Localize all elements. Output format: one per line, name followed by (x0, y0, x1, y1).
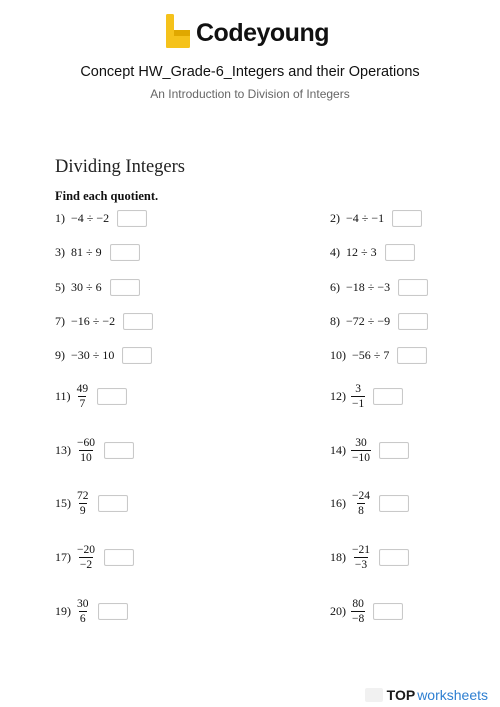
problem-8 (330, 306, 428, 336)
problem-expression: −30 ÷ 10 (71, 347, 115, 362)
problem-number: 5) (55, 279, 65, 294)
problem-20 (330, 596, 403, 626)
problem-number: 17) (55, 549, 71, 564)
problem-4 (330, 237, 415, 267)
fraction-numerator: 49 (76, 382, 89, 395)
fraction-denominator: 10 (80, 451, 92, 464)
codeyoung-logo-icon (166, 14, 190, 48)
fraction-numerator: 30 (355, 436, 367, 449)
problem-13 (55, 435, 134, 465)
fraction-denominator: 8 (358, 504, 364, 517)
answer-input[interactable] (398, 313, 428, 330)
problem-number: 6) (330, 279, 340, 294)
fraction-denominator: −8 (352, 612, 365, 625)
footer-worksheets-label: worksheets (417, 687, 488, 703)
fraction-numerator: −24 (352, 489, 370, 502)
problem-number: 11) (55, 388, 71, 403)
problem-10 (330, 340, 427, 370)
problem-fraction (76, 597, 90, 626)
answer-input[interactable] (123, 313, 153, 330)
problem-fraction (76, 436, 96, 465)
problem-fraction (76, 382, 90, 411)
problem-number: 14) (330, 442, 346, 457)
problem-15 (55, 488, 128, 518)
fraction-numerator: 3 (355, 382, 361, 395)
problem-12 (330, 381, 403, 411)
answer-input[interactable] (104, 549, 134, 566)
problem-14 (330, 435, 409, 465)
problem-16 (330, 488, 409, 518)
answer-input[interactable] (398, 279, 428, 296)
worksheet-instruction: Find each quotient. (55, 189, 159, 203)
answer-input[interactable] (122, 347, 152, 364)
fraction-denominator: −10 (352, 451, 370, 464)
problem-18 (330, 542, 409, 572)
problem-fraction (351, 489, 371, 518)
problem-expression: 12 ÷ 3 (346, 244, 377, 259)
problem-number: 12) (330, 388, 346, 403)
answer-input[interactable] (97, 388, 127, 405)
problem-11 (55, 381, 127, 411)
fraction-numerator: −21 (352, 543, 370, 556)
fraction-denominator: 6 (79, 612, 86, 625)
answer-input[interactable] (385, 244, 415, 261)
problem-expression: −16 ÷ −2 (71, 313, 116, 328)
problem-number: 2) (330, 210, 340, 225)
problem-17 (55, 542, 134, 572)
problem-number: 13) (55, 442, 71, 457)
fraction-numerator: 30 (77, 597, 89, 610)
problem-number: 3) (55, 244, 65, 259)
answer-input[interactable] (98, 603, 128, 620)
problem-6 (330, 272, 428, 302)
problem-expression: −4 ÷ −1 (346, 210, 385, 225)
brand-name: Codeyoung (196, 19, 329, 47)
answer-input[interactable] (397, 347, 427, 364)
problem-number: 1) (55, 210, 65, 225)
problem-number: 20) (330, 603, 346, 618)
answer-input[interactable] (373, 388, 403, 405)
fraction-numerator: −20 (77, 543, 95, 556)
problem-3 (55, 237, 140, 267)
answer-input[interactable] (392, 210, 422, 227)
problem-expression: −56 ÷ 7 (352, 347, 390, 362)
problem-number: 9) (55, 347, 65, 362)
problem-number: 10) (330, 347, 346, 362)
fraction-denominator: −2 (79, 558, 93, 571)
fraction-denominator: −1 (352, 397, 365, 410)
answer-input[interactable] (117, 210, 147, 227)
problem-19 (55, 596, 128, 626)
answer-input[interactable] (110, 244, 140, 261)
problem-expression: −4 ÷ −2 (71, 210, 110, 225)
problem-number: 16) (330, 495, 346, 510)
problem-5 (55, 272, 140, 302)
problem-number: 19) (55, 603, 71, 618)
worksheet-icon (365, 688, 383, 702)
problem-fraction (76, 543, 96, 572)
fraction-denominator: 9 (79, 504, 86, 517)
answer-input[interactable] (104, 442, 134, 459)
problem-number: 4) (330, 244, 340, 259)
fraction-numerator: 80 (352, 597, 364, 610)
footer-top-label: TOP (386, 687, 416, 703)
answer-input[interactable] (379, 442, 409, 459)
problem-fraction (351, 382, 365, 411)
problem-fraction (351, 436, 371, 465)
problem-number: 15) (55, 495, 71, 510)
brand-logo (0, 12, 500, 52)
problem-fraction (351, 597, 365, 626)
problem-expression: −18 ÷ −3 (346, 279, 391, 294)
problem-2 (330, 203, 422, 233)
answer-input[interactable] (98, 495, 128, 512)
answer-input[interactable] (110, 279, 140, 296)
answer-input[interactable] (373, 603, 403, 620)
problem-7 (55, 306, 153, 336)
page-title: Concept HW_Grade-6_Integers and their Operations (80, 64, 420, 80)
problem-expression: 30 ÷ 6 (71, 279, 102, 294)
problem-1 (55, 203, 147, 233)
fraction-numerator: −60 (77, 436, 95, 449)
answer-input[interactable] (379, 549, 409, 566)
worksheet-heading: Dividing Integers (55, 157, 185, 177)
fraction-denominator: 7 (79, 397, 86, 410)
problem-number: 18) (330, 549, 346, 564)
fraction-denominator: −3 (354, 558, 368, 571)
problem-fraction (351, 543, 371, 572)
answer-input[interactable] (379, 495, 409, 512)
problem-number: 8) (330, 313, 340, 328)
page-subtitle: An Introduction to Division of Integers (150, 87, 350, 101)
problem-number: 7) (55, 313, 65, 328)
problem-expression: 81 ÷ 9 (71, 244, 102, 259)
problem-fraction (76, 489, 90, 518)
footer-brand[interactable] (365, 687, 488, 703)
problem-9 (55, 340, 152, 370)
fraction-numerator: 72 (77, 489, 89, 502)
problem-expression: −72 ÷ −9 (346, 313, 391, 328)
